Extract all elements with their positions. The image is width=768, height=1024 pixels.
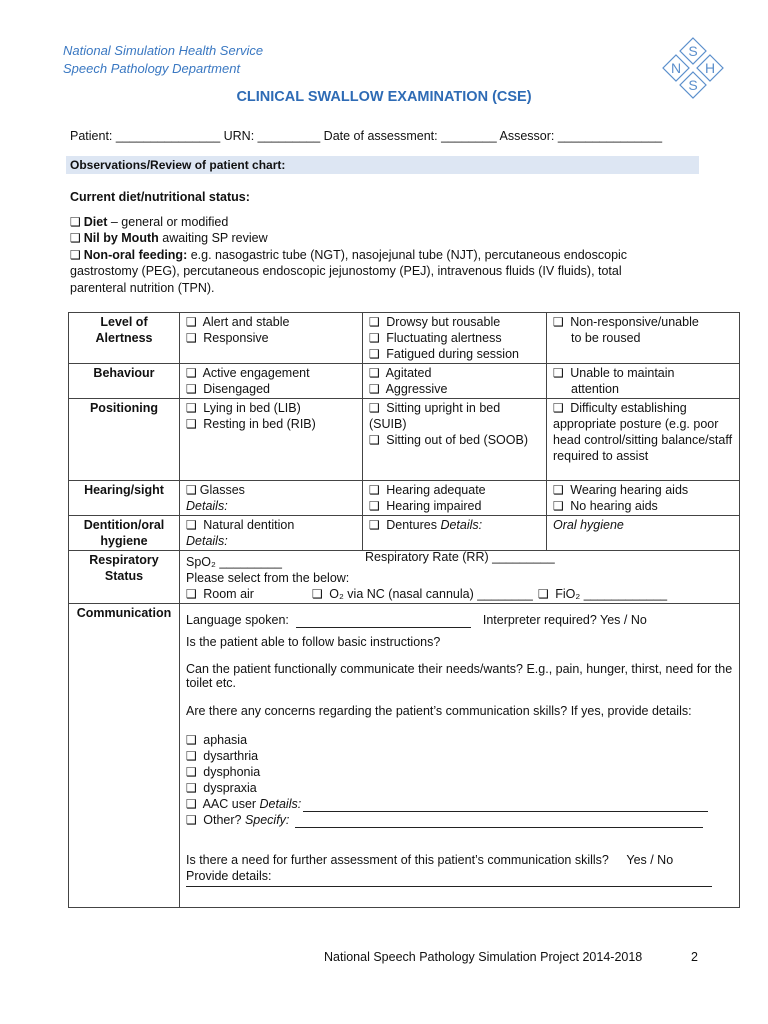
fio2-option[interactable] (538, 586, 667, 602)
observations-section-header: Observations/Review of patient chart: (66, 156, 699, 174)
nbm-option[interactable] (70, 230, 670, 247)
alertness-label: Level of Alertness (69, 313, 180, 364)
checkbox-icon[interactable]: ❑ (70, 231, 81, 245)
fluctuating-option[interactable] (369, 330, 540, 346)
aggressive-option[interactable] (369, 381, 540, 397)
respiratory-label: Respiratory Status (69, 551, 180, 604)
logo-letter-right: H (704, 60, 716, 76)
option-label: Resting in bed (RIB) (203, 417, 316, 431)
room-air-option[interactable] (186, 586, 254, 602)
option-label: Glasses (199, 483, 245, 497)
checkbox-icon[interactable]: ❑ (553, 315, 564, 329)
positioning-row (69, 399, 740, 481)
org-line-2: Speech Pathology Department (63, 61, 241, 76)
disengaged-option[interactable] (186, 381, 356, 397)
option-label-cont: to be roused (571, 331, 641, 345)
wearing-aids-option[interactable] (553, 482, 733, 498)
no-aids-option[interactable] (553, 498, 733, 514)
o2-nc-option[interactable] (312, 586, 533, 602)
other-specify-label: Specify: (244, 813, 290, 827)
checkbox-icon[interactable]: ❑ (70, 247, 81, 262)
other-specify-input[interactable] (295, 815, 703, 828)
hearing-impaired-option[interactable] (369, 498, 540, 514)
option-label: Natural dentition (203, 518, 295, 532)
respiratory-row (69, 551, 740, 604)
difficulty-posture-option[interactable] (553, 400, 733, 416)
logo-letter-left: N (670, 60, 682, 76)
checkbox-icon[interactable]: ❑ (553, 366, 564, 380)
dysarthria-option[interactable] (186, 748, 733, 764)
diet-option[interactable] (70, 214, 670, 231)
respiratory-select-instruction: Please select from the below: (186, 571, 350, 585)
checkbox-icon[interactable]: ❑ (186, 401, 197, 415)
option-label: Difficulty establishing (570, 401, 687, 415)
organization-name (63, 42, 263, 78)
option-label: AAC user (202, 797, 260, 811)
checkbox-icon[interactable]: ❑ (369, 518, 380, 532)
non-oral-option[interactable] (70, 247, 670, 297)
communication-row (69, 604, 740, 908)
checkbox-icon[interactable]: ❑ (186, 587, 197, 601)
diet-section (70, 189, 670, 296)
checkbox-icon[interactable]: ❑ (369, 483, 380, 497)
aac-details-input[interactable] (303, 799, 708, 812)
checkbox-icon[interactable]: ❑ (186, 518, 197, 532)
non-oral-label: Non-oral feeding: (83, 247, 188, 262)
hearing-adequate-option[interactable] (369, 482, 540, 498)
option-label: Sitting out of bed (SOOB) (386, 433, 528, 447)
glasses-option[interactable] (186, 482, 356, 498)
lib-option[interactable] (186, 400, 356, 416)
checkbox-icon[interactable]: ❑ (186, 417, 197, 431)
checkbox-icon[interactable]: ❑ (538, 587, 549, 601)
checkbox-icon[interactable]: ❑ (369, 315, 380, 329)
dentition-row (69, 516, 740, 551)
checkbox-icon[interactable]: ❑ (553, 499, 564, 513)
other-option[interactable] (186, 812, 733, 828)
active-engagement-option[interactable] (186, 365, 356, 381)
functional-communication-question: Can the patient functionally communicate their needs/wants? E.g., pain, hunger, thirst, need for the toilet etc. (186, 662, 733, 690)
checkbox-icon[interactable]: ❑ (186, 733, 197, 747)
responsive-option[interactable] (186, 330, 356, 346)
dysphonia-option[interactable] (186, 764, 733, 780)
checkbox-icon[interactable]: ❑ (70, 214, 81, 229)
language-input[interactable] (296, 615, 471, 628)
option-label: FiO₂ ____________ (555, 587, 668, 601)
checkbox-icon[interactable]: ❑ (553, 401, 564, 415)
option-label: Lying in bed (LIB) (203, 401, 301, 415)
option-label: Disengaged (203, 382, 270, 396)
disorder-options (186, 732, 733, 828)
patient-details-line[interactable]: Patient: _______________ URN: _________ Date of assessment: ________ Assessor: _______________ (70, 129, 663, 143)
option-label: Hearing impaired (386, 499, 482, 513)
checkbox-icon[interactable]: ❑ (369, 331, 380, 345)
checkbox-icon[interactable]: ❑ (186, 366, 197, 380)
provide-details-input[interactable] (186, 884, 712, 887)
natural-dentition-option[interactable] (186, 517, 356, 533)
non-oral-description: e.g. nasogastric tube (NGT), nasojejunal tube (NJT), percutaneous endoscopic gastrostomy (PEG), percutaneous endoscopic jejunostomy (PEJ), intravenous fluids (IV fluids), total parenteral nutrition (TPN). (70, 247, 628, 295)
option-label: Fatigued during session (386, 347, 519, 361)
oral-hygiene-field[interactable]: Oral hygiene (553, 518, 624, 532)
alert-option[interactable] (186, 314, 356, 330)
language-label: Language spoken: (186, 613, 289, 627)
option-label: Other? (203, 813, 245, 827)
interpreter-question[interactable]: Interpreter required? Yes / No (482, 613, 647, 627)
logo-letter-top: S (688, 43, 698, 59)
unable-attention-option[interactable] (553, 365, 733, 381)
option-label: Alert and stable (202, 315, 290, 329)
option-label-cont: appropriate posture (e.g. poor head control/sitting balance/staff required to assist (553, 417, 733, 463)
checkbox-icon[interactable]: ❑ (369, 366, 380, 380)
dentures-option[interactable] (369, 517, 540, 533)
behaviour-label: Behaviour (69, 364, 180, 399)
option-label: Dentures (386, 518, 441, 532)
checkbox-icon[interactable]: ❑ (186, 781, 197, 795)
option-label: O₂ via NC (nasal cannula) ________ (329, 587, 533, 601)
option-label: Non-responsive/unable (570, 315, 699, 329)
option-label: Agitated (385, 366, 432, 380)
positioning-label: Positioning (69, 399, 180, 481)
option-label: Hearing adequate (386, 483, 486, 497)
communication-label: Communication (69, 604, 180, 908)
drowsy-option[interactable] (369, 314, 540, 330)
alertness-row (69, 313, 740, 364)
checkbox-icon[interactable]: ❑ (186, 382, 197, 396)
soob-option[interactable] (369, 432, 540, 448)
rr-field[interactable]: Respiratory Rate (RR) _________ (365, 550, 555, 564)
diet-description: – general or modified (107, 214, 229, 229)
checkbox-icon[interactable]: ❑ (186, 749, 197, 763)
nbm-description: awaiting SP review (158, 231, 268, 245)
nbm-label: Nil by Mouth (83, 231, 159, 245)
option-label-cont: (SUIB) (369, 417, 407, 431)
option-label-cont: attention (571, 382, 619, 396)
option-label: Sitting upright in bed (386, 401, 501, 415)
page-title: CLINICAL SWALLOW EXAMINATION (CSE) (236, 89, 532, 105)
further-assessment-answer[interactable]: Yes / No (626, 853, 674, 867)
observations-table (68, 312, 740, 908)
aac-option[interactable] (186, 796, 733, 812)
option-label: Room air (203, 587, 254, 601)
behaviour-row (69, 364, 740, 399)
checkbox-icon[interactable]: ❑ (186, 797, 197, 811)
footer-text: National Speech Pathology Simulation Project 2014-2018 (324, 950, 643, 964)
suib-option[interactable] (369, 400, 540, 416)
dentures-details-field[interactable]: Details: (440, 518, 483, 532)
option-label: Aggressive (385, 382, 448, 396)
checkbox-icon[interactable]: ❑ (369, 382, 380, 396)
communication-concerns-question: Are there any concerns regarding the patient’s communication skills? If yes, provide details: (186, 704, 692, 718)
diet-label: Diet (83, 214, 108, 229)
checkbox-icon[interactable]: ❑ (369, 401, 380, 415)
option-label: Wearing hearing aids (570, 483, 689, 497)
checkbox-icon[interactable]: ❑ (186, 331, 197, 345)
aphasia-option[interactable] (186, 732, 733, 748)
hearing-label: Hearing/sight (69, 481, 180, 516)
org-line-1: National Simulation Health Service (63, 43, 264, 58)
checkbox-icon[interactable]: ❑ (553, 483, 564, 497)
instructions-question: Is the patient able to follow basic instructions? (186, 635, 441, 649)
dentition-details-field[interactable]: Details: (186, 534, 228, 548)
page-number: 2 (691, 950, 698, 964)
checkbox-icon[interactable]: ❑ (186, 483, 197, 497)
option-label: dysphonia (203, 765, 261, 779)
option-label: dyspraxia (203, 781, 257, 795)
option-label: Unable to maintain (570, 366, 675, 380)
non-responsive-option[interactable] (553, 314, 733, 330)
spo2-field[interactable]: SpO₂ _________ (186, 555, 282, 569)
provide-details-label: Provide details: (186, 869, 272, 883)
option-label: No hearing aids (570, 499, 658, 513)
checkbox-icon[interactable]: ❑ (312, 587, 323, 601)
hearing-row (69, 481, 740, 516)
checkbox-icon[interactable]: ❑ (369, 347, 380, 361)
rib-option[interactable] (186, 416, 356, 432)
option-label: dysarthria (203, 749, 259, 763)
aac-details-label: Details: (259, 797, 302, 811)
option-label: aphasia (203, 733, 248, 747)
further-assessment-question: Is there a need for further assessment of this patient’s communication skills? (186, 853, 609, 867)
checkbox-icon[interactable]: ❑ (186, 765, 197, 779)
agitated-option[interactable] (369, 365, 540, 381)
checkbox-icon[interactable]: ❑ (186, 315, 197, 329)
option-label: Active engagement (202, 366, 310, 380)
checkbox-icon[interactable]: ❑ (186, 813, 197, 827)
logo-letter-bottom: S (688, 77, 698, 93)
option-label: Responsive (203, 331, 269, 345)
checkbox-icon[interactable]: ❑ (369, 499, 380, 513)
diet-heading: Current diet/nutritional status: (70, 190, 250, 204)
glasses-details-field[interactable]: Details: (186, 499, 228, 513)
dyspraxia-option[interactable] (186, 780, 733, 796)
dentition-label: Dentition/oral hygiene (69, 516, 180, 551)
option-label: Fluctuating alertness (386, 331, 502, 345)
option-label: Drowsy but rousable (386, 315, 501, 329)
checkbox-icon[interactable]: ❑ (369, 433, 380, 447)
fatigued-option[interactable] (369, 346, 540, 362)
